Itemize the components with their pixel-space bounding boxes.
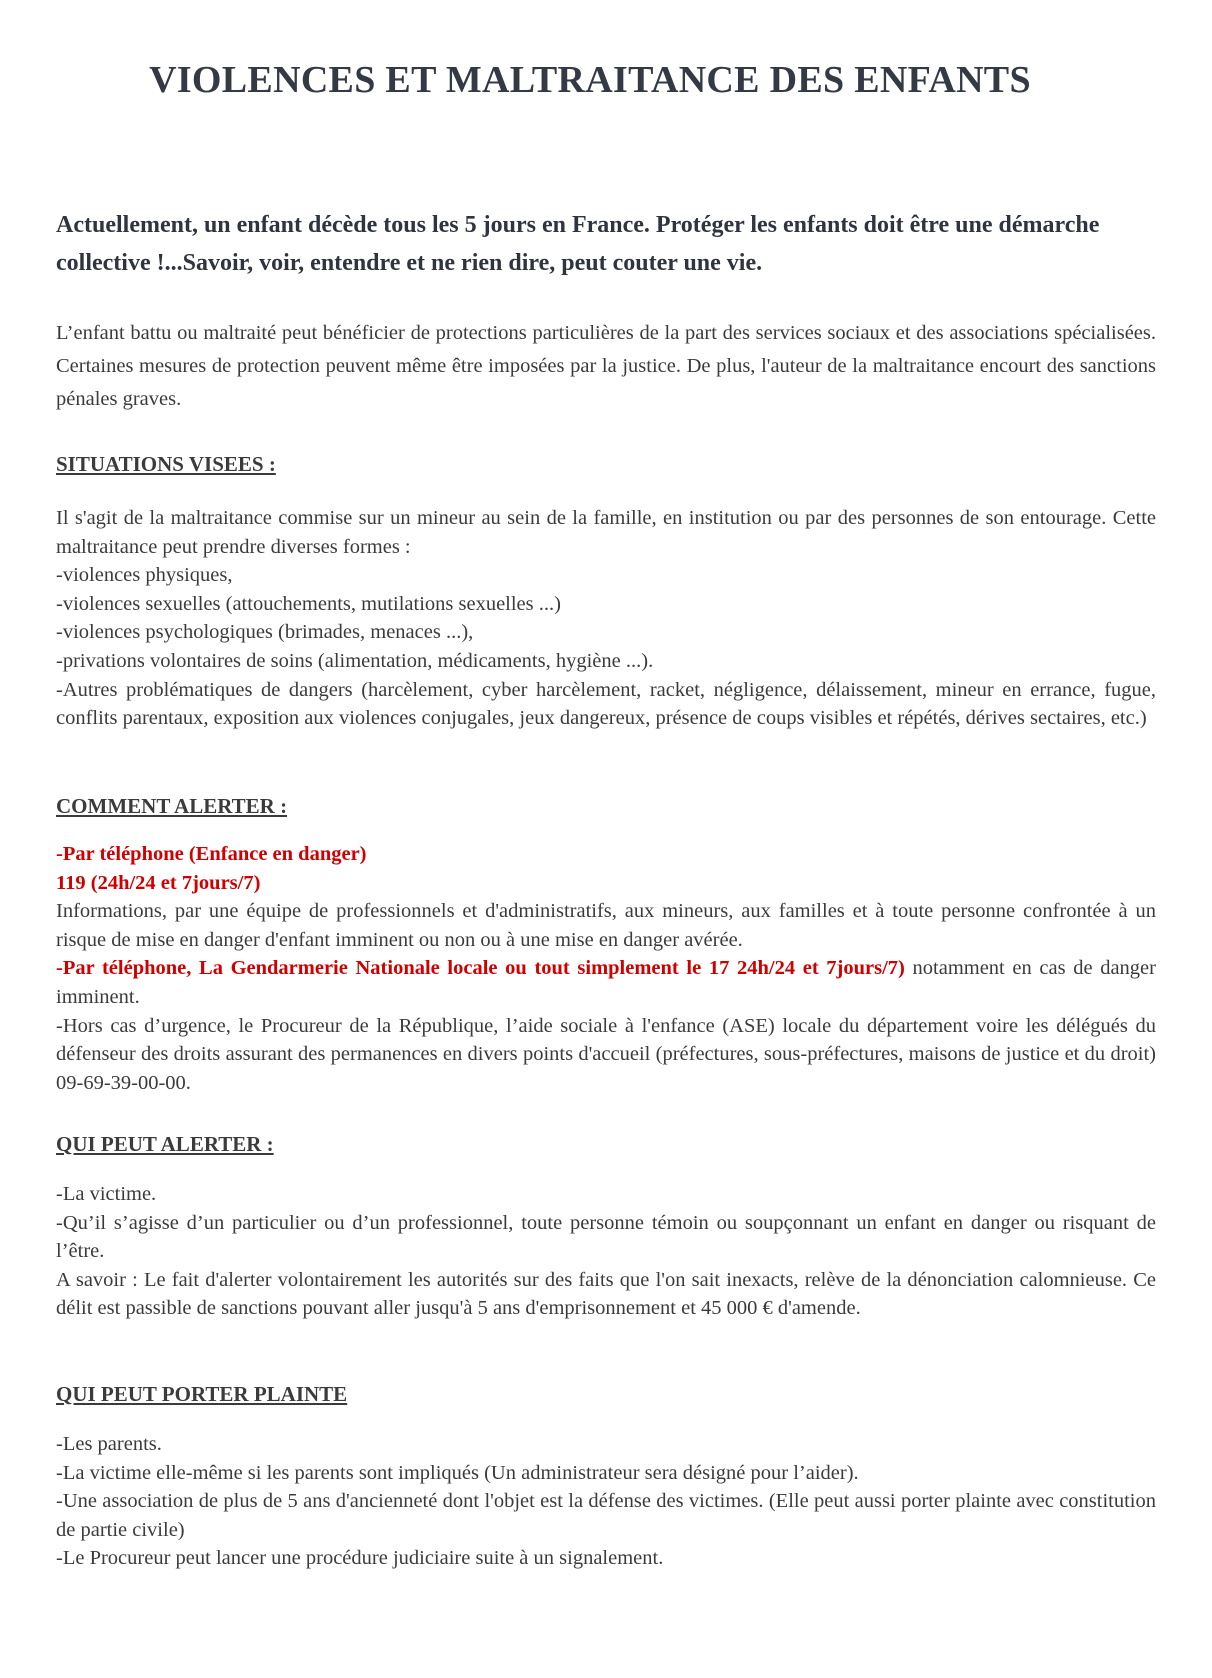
hors-urgence-text: -Hors cas d’urgence, le Procureur de la République, l’aide sociale à l'enfance (ASE) locale du département voire les délégués du défenseur des droits assurant des permanences en divers points d'accueil (préfectures, sous-préfectures, maisons de justice et du droit) 09-69-39-00-00. bbox=[56, 1014, 1156, 1094]
list-item: -La victime. bbox=[56, 1183, 157, 1205]
info-text: Informations, par une équipe de professionnels et d'administratifs, aux mineurs, aux familles et à toute personne confrontée à un risque de mise en danger d'enfant imminent ou non ou à une mise en danger avérée. bbox=[56, 900, 1156, 951]
list-item: -violences sexuelles (attouchements, mutilations sexuelles ...) bbox=[56, 592, 561, 615]
section-body-situations bbox=[56, 504, 1156, 733]
section-body-qui-alerter bbox=[56, 1180, 1156, 1323]
gendarmerie-line bbox=[56, 954, 1156, 1011]
section-heading-situations: SITUATIONS VISEES : bbox=[56, 452, 276, 476]
section-heading-comment-alerter: COMMENT ALERTER : bbox=[56, 794, 288, 818]
situations-intro: Il s'agit de la maltraitance commise sur un mineur au sein de la famille, en institution ou par des personnes de son entourage. Cette maltraitance peut prendre diverses formes : bbox=[56, 507, 1156, 558]
page-title: VIOLENCES ET MALTRAITANCE DES ENFANTS bbox=[149, 59, 1031, 101]
section-body-porter-plainte bbox=[56, 1430, 1156, 1573]
list-item: -Autres problématiques de dangers (harcèlement, cyber harcèlement, racket, négligence, délaissement, mineur en errance, fugue, conflits parentaux, exposition aux violences conjugales, jeux dangereux, présence de coups visibles et répétés, dérives sectaires, etc.) bbox=[56, 678, 1156, 730]
phone-number: 119 (24h/24 et 7jours/7) bbox=[56, 871, 261, 894]
list-item: -Une association de plus de 5 ans d'ancienneté dont l'objet est la défense des victimes. (Elle peut aussi porter plainte avec constitution de partie civile) bbox=[56, 1490, 1156, 1541]
section-body-comment-alerter bbox=[56, 840, 1156, 1097]
intro-paragraph: L’enfant battu ou maltraité peut bénéficier de protections particulières de la part des services sociaux et des associations spécialisées. Certaines mesures de protection peuvent même être imposées par la justice. De plus, l'auteur de la maltraitance encourt des sanctions pénales graves. bbox=[56, 322, 1156, 410]
gendarmerie-highlight: -Par téléphone, La Gendarmerie Nationale locale ou tout simplement le 17 24h/24 et 7jours/7) bbox=[56, 957, 905, 980]
intro-statement: Actuellement, un enfant décède tous les 5 jours en France. Protéger les enfants doit être une démarche collective !...Savoir, voir, entendre et ne rien dire, peut couter une vie. bbox=[56, 212, 1100, 276]
list-item: -Les parents. bbox=[56, 1433, 162, 1455]
list-item: -violences psychologiques (brimades, menaces ...), bbox=[56, 621, 474, 644]
section-heading-porter-plainte: QUI PEUT PORTER PLAINTE bbox=[56, 1382, 348, 1406]
phone-label: -Par téléphone (Enfance en danger) bbox=[56, 843, 367, 865]
list-item: -Qu’il s’agisse d’un particulier ou d’un professionnel, toute personne témoin ou soupçonnant un enfant en danger ou risquant de l’être. bbox=[56, 1211, 1156, 1263]
list-item: -violences physiques, bbox=[56, 564, 233, 587]
list-item: -La victime elle-même si les parents sont impliqués (Un administrateur sera désigné pour l’aider). bbox=[56, 1461, 859, 1484]
list-item: A savoir : Le fait d'alerter volontairement les autorités sur des faits que l'on sait inexacts, relève de la dénonciation calomnieuse. Ce délit est passible de sanctions pouvant aller jusqu'à 5 ans d'emprisonnement et 45 000 € d'amende. bbox=[56, 1268, 1156, 1320]
list-item: -Le Procureur peut lancer une procédure judiciaire suite à un signalement. bbox=[56, 1547, 664, 1570]
section-heading-qui-alerter: QUI PEUT ALERTER : bbox=[56, 1132, 274, 1156]
list-item: -privations volontaires de soins (alimentation, médicaments, hygiène ...). bbox=[56, 649, 654, 672]
gendarmerie-rest: notamment en cas de danger imminent. bbox=[56, 957, 1156, 1008]
